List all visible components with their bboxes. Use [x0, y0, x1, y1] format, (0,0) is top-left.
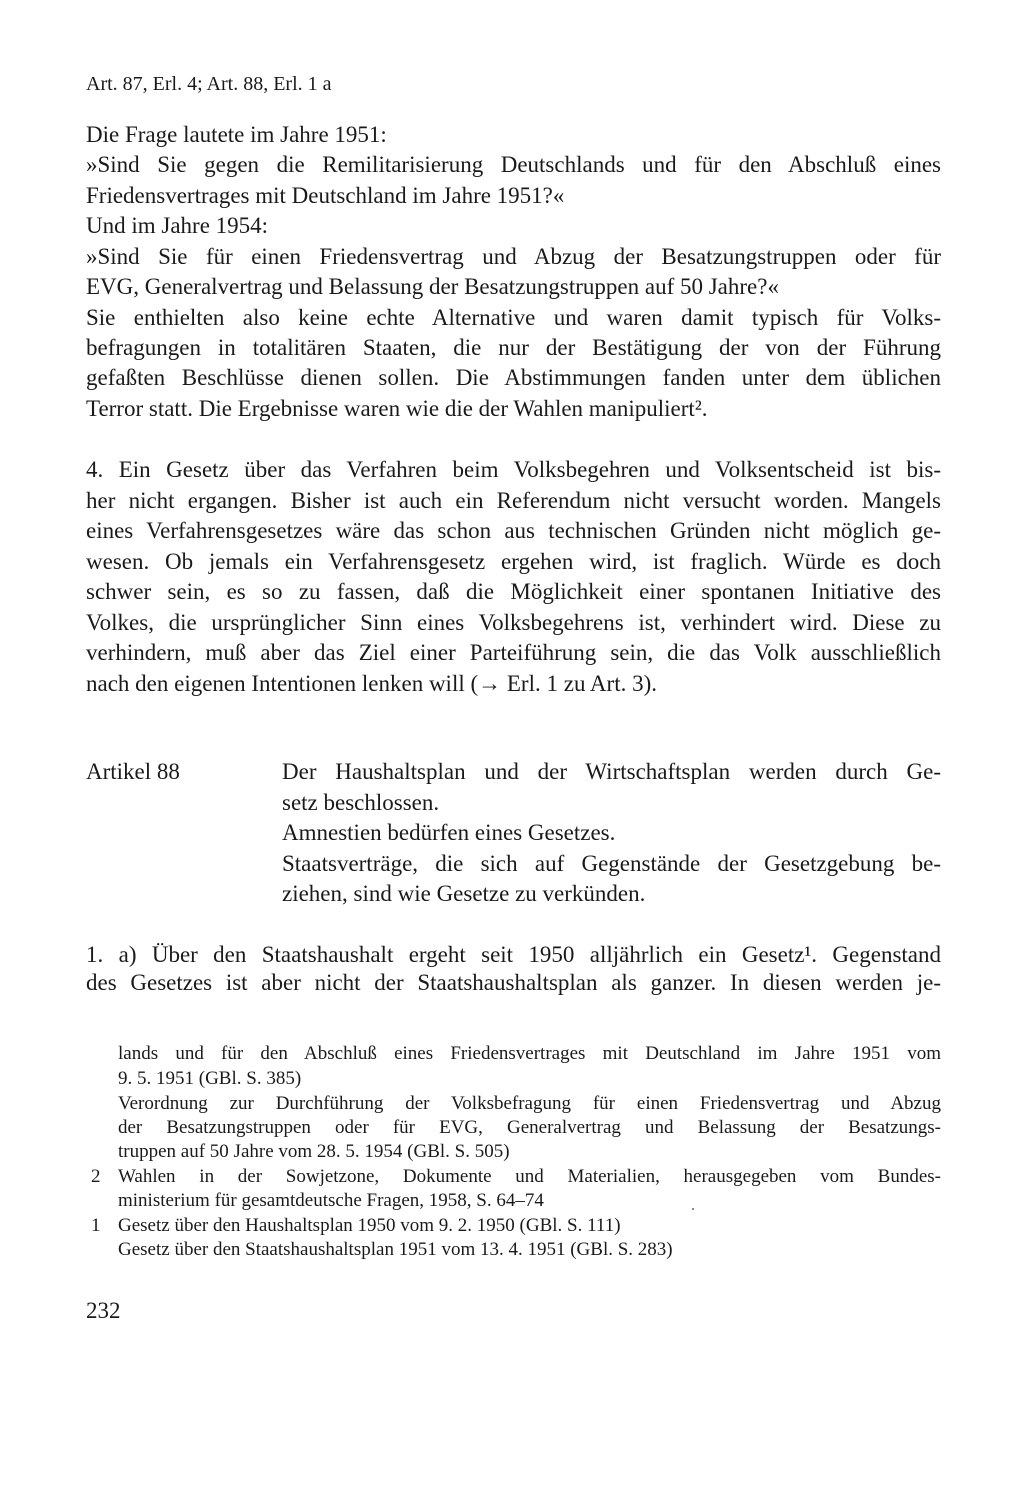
footnote-continuation-line: 9. 5. 1951 (GBl. S. 385): [118, 1068, 302, 1089]
section-4-line: wesen. Ob jemals ein Verfahrensgesetz ergehen wird, ist fraglich. Würde es doch: [86, 549, 941, 574]
commentary-line: 1. a) Über den Staatshaushalt ergeht seit 1950 alljährlich ein Gesetz¹. Gegenstand: [86, 942, 941, 967]
intro-line: Die Frage lautete im Jahre 1951:: [86, 122, 387, 147]
section-4-line: eines Verfahrensgesetzes wäre das schon aus technischen Gründen nicht möglich ge-: [86, 518, 941, 543]
intro-line: Friedensvertrages mit Deutschland im Jahre 1951?«: [86, 183, 565, 208]
section-4-line: schwer sein, es so zu fassen, daß die Möglichkeit einer spontanen Initiative des: [86, 579, 941, 604]
footnote-continuation-line: lands und für den Abschluß eines Friedensvertrages mit Deutschland im Jahre 1951 vom: [118, 1043, 941, 1064]
footnote-line: ministerium für gesamtdeutsche Fragen, 1958, S. 64–74: [118, 1190, 544, 1211]
running-header-reference: Art. 87, Erl. 4; Art. 88, Erl. 1 a: [86, 73, 332, 95]
intro-line: Sie enthielten also keine echte Alternative und waren damit typisch für Volks-: [86, 305, 941, 330]
footnote-line: Gesetz über den Haushaltsplan 1950 vom 9. 2. 1950 (GBl. S. 111): [118, 1215, 621, 1236]
footnote-continuation-line: Verordnung zur Durchführung der Volksbefragung für einen Friedensvertrag und Abzug: [118, 1093, 941, 1114]
print-speck: [692, 1208, 694, 1210]
section-4-line: Volkes, die ursprünglicher Sinn eines Volksbegehrens ist, verhindert wird. Diese zu: [86, 610, 941, 635]
article-text-line: ziehen, sind wie Gesetze zu verkünden.: [282, 881, 646, 906]
section-4-line: nach den eigenen Intentionen lenken will (→ Erl. 1 zu Art. 3).: [86, 671, 657, 696]
intro-line: EVG, Generalvertrag und Belassung der Besatzungstruppen auf 50 Jahre?«: [86, 274, 779, 299]
footnote-line: Gesetz über den Staatshaushaltsplan 1951 vom 13. 4. 1951 (GBl. S. 283): [118, 1239, 673, 1260]
article-text-line: Der Haushaltsplan und der Wirtschaftsplan werden durch Ge-: [282, 759, 941, 784]
commentary-line: des Gesetzes ist aber nicht der Staatshaushaltsplan als ganzer. In diesen werden je-: [86, 970, 941, 995]
intro-line: »Sind Sie für einen Friedensvertrag und Abzug der Besatzungstruppen oder für: [86, 244, 941, 269]
footnote-number: 2: [91, 1166, 101, 1187]
footnote-continuation-line: der Besatzungstruppen oder für EVG, Generalvertrag und Belassung der Besatzungs-: [118, 1117, 941, 1138]
article-text-line: Amnestien bedürfen eines Gesetzes.: [282, 820, 616, 845]
footnote-number: 1: [91, 1215, 101, 1236]
article-label: Artikel 88: [86, 759, 180, 784]
intro-line: gefaßten Beschlüsse dienen sollen. Die Abstimmungen fanden unter dem üblichen: [86, 365, 941, 390]
page-number: 232: [86, 1298, 121, 1323]
section-4-line: her nicht ergangen. Bisher ist auch ein Referendum nicht versucht worden. Mangels: [86, 488, 941, 513]
intro-line: befragungen in totalitären Staaten, die nur der Bestätigung der von der Führung: [86, 335, 941, 360]
intro-line: Und im Jahre 1954:: [86, 213, 269, 238]
footnote-continuation-line: truppen auf 50 Jahre vom 28. 5. 1954 (GBl. S. 505): [118, 1141, 510, 1162]
intro-line: Terror statt. Die Ergebnisse waren wie die der Wahlen manipuliert².: [86, 396, 708, 421]
intro-line: »Sind Sie gegen die Remilitarisierung Deutschlands und für den Abschluß eines: [86, 152, 941, 177]
article-text-line: setz beschlossen.: [282, 790, 440, 815]
section-4-line: verhindern, muß aber das Ziel einer Parteiführung sein, die das Volk ausschließlich: [86, 640, 941, 665]
footnote-line: Wahlen in der Sowjetzone, Dokumente und Materialien, herausgegeben vom Bundes-: [118, 1166, 941, 1187]
article-text-line: Staatsverträge, die sich auf Gegenstände der Gesetzgebung be-: [282, 851, 941, 876]
section-4-line: 4. Ein Gesetz über das Verfahren beim Volksbegehren und Volksentscheid ist bis-: [86, 457, 941, 482]
